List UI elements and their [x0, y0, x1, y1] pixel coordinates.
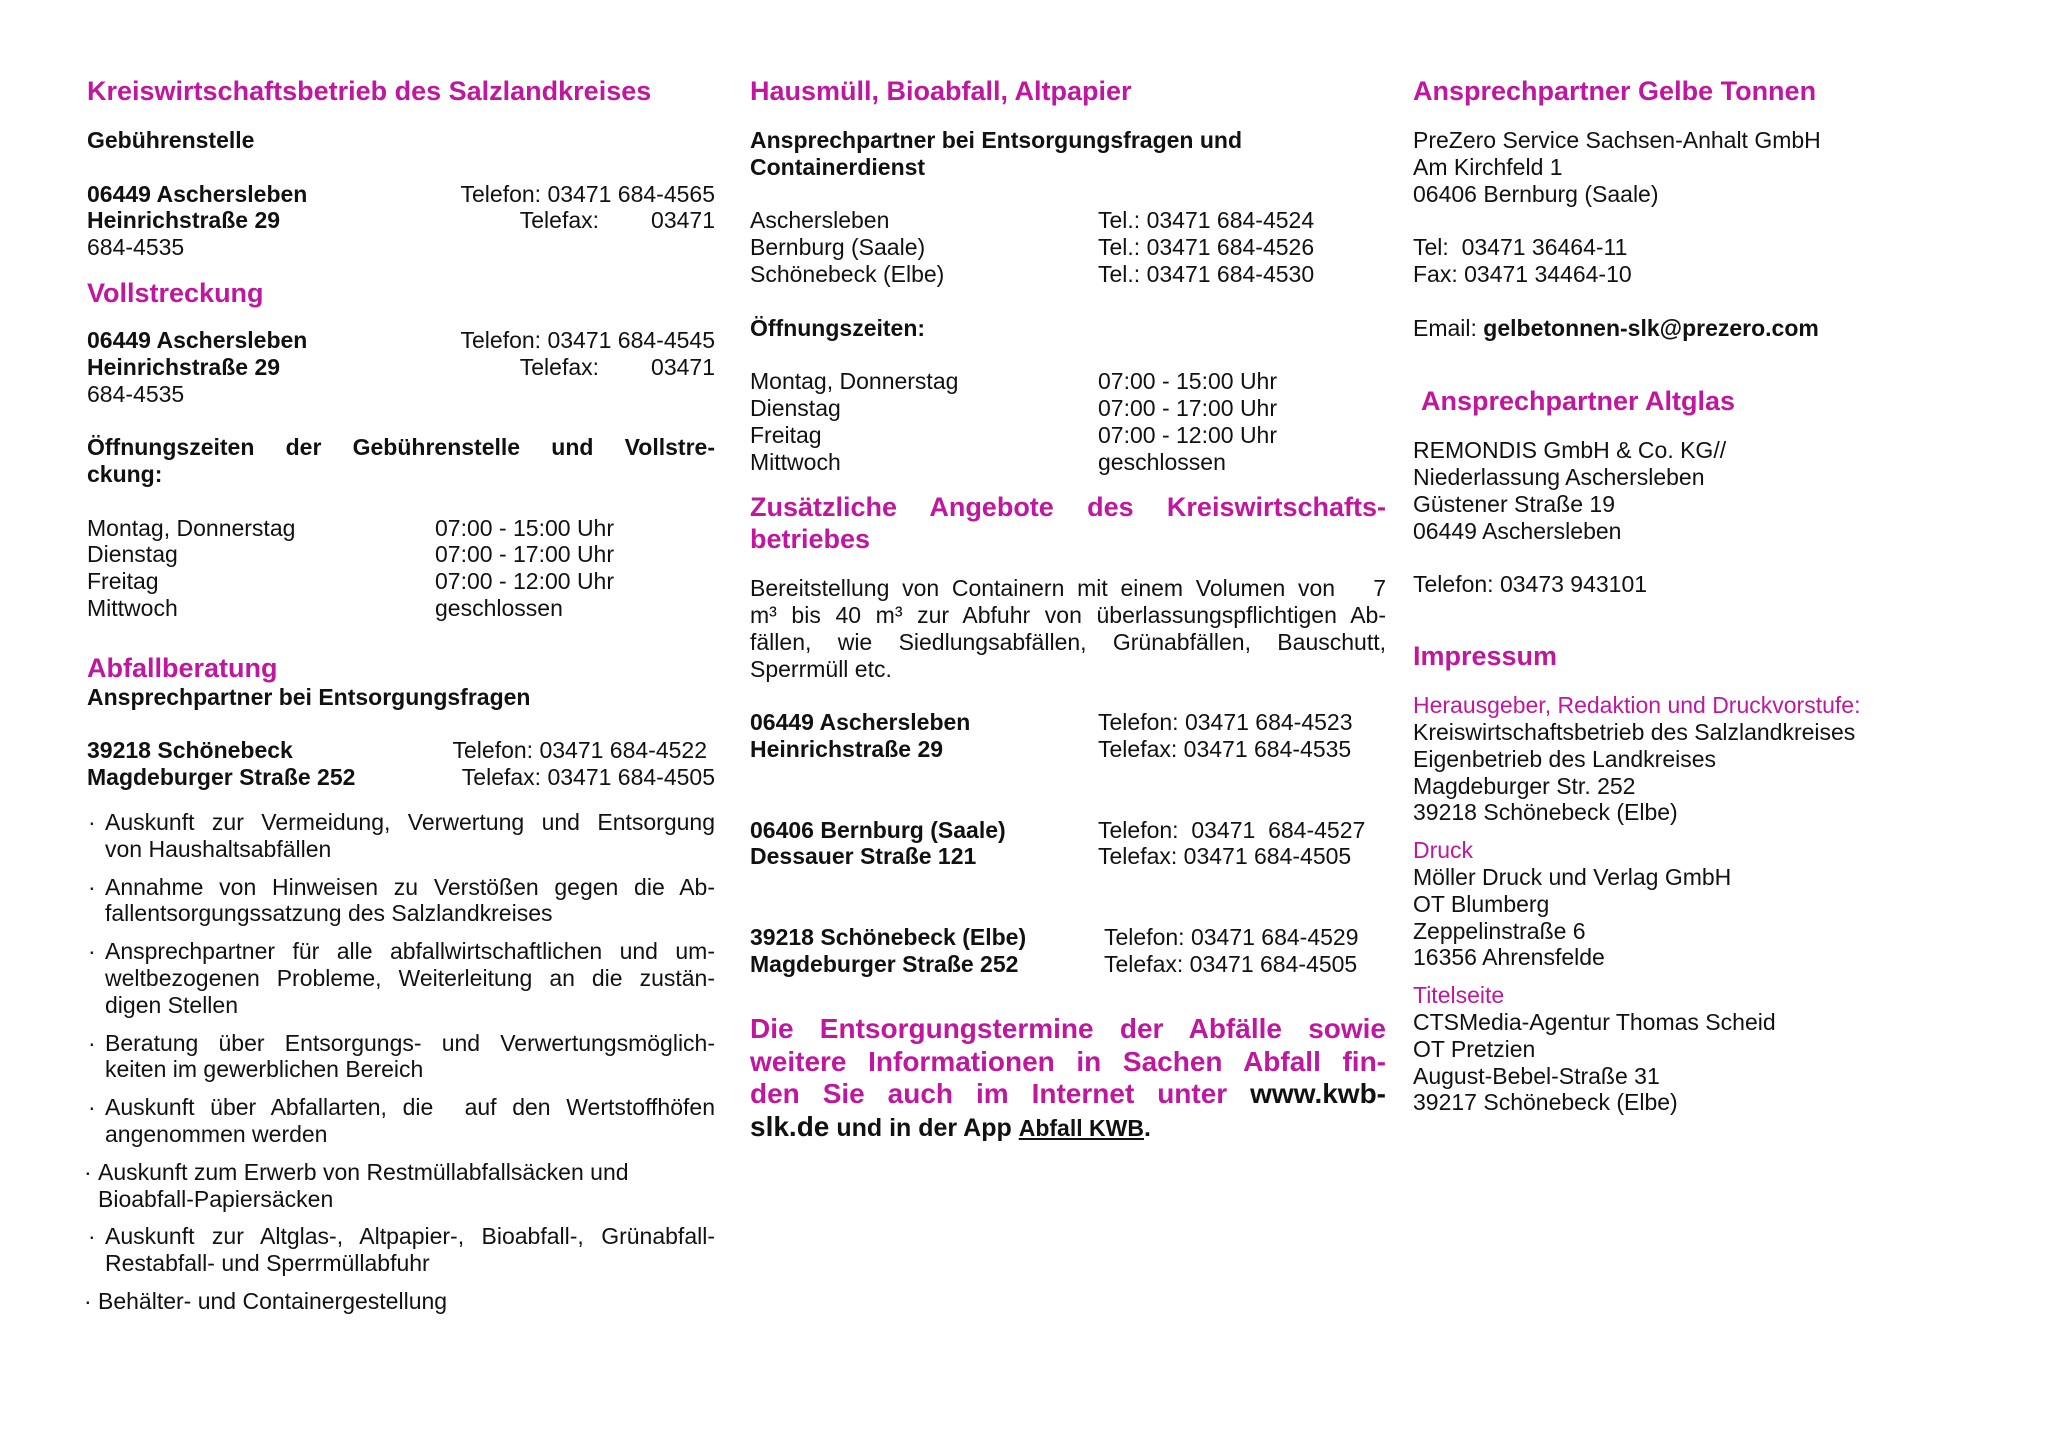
address-line [87, 181, 715, 208]
hours-row [87, 595, 715, 622]
fax-number-rest: 684-4535 [87, 380, 185, 407]
branch-item [750, 817, 1386, 871]
list-item-line: von Haushaltsabfällen [105, 835, 332, 862]
gelbe-tonnen-address [1413, 127, 1993, 207]
phone-list [750, 207, 1386, 287]
address-line: Niederlassung Aschersleben [1413, 464, 1705, 491]
address-city: 39218 Schönebeck [87, 737, 293, 764]
branch-list [750, 709, 1386, 977]
bullet-mark: · [88, 1029, 96, 1056]
list-item-line: keiten im gewerblichen Bereich [105, 1056, 424, 1083]
heading-hausmuell: Hausmüll, Bioabfall, Altpapier [750, 76, 1132, 106]
phone-number: Telefon: 03471 684-4545 [460, 326, 715, 353]
branch-street: Dessauer Straße 121 [750, 843, 977, 870]
column-right [1413, 75, 1993, 1116]
hours-row [750, 368, 1386, 395]
address-city: 06449 Aschersleben [87, 326, 308, 353]
online-info-text: . [1143, 1113, 1151, 1142]
email-label: Email: [1413, 314, 1484, 341]
address-line: 06449 Aschersleben [1413, 517, 1622, 544]
subtitle-line: Containerdienst [750, 153, 926, 180]
phone-city: Schönebeck (Elbe) [750, 260, 945, 287]
phone-number: Telefon: 03473 943101 [1413, 571, 1648, 598]
list-item-text [105, 1223, 715, 1277]
list-item [87, 1030, 715, 1084]
bullet-mark: · [88, 1223, 96, 1250]
online-info-text: den Sie auch im Internet unter [750, 1078, 1251, 1110]
impressum-subheading: Titelseite [1413, 982, 1505, 1009]
branch-city: 39218 Schönebeck (Elbe) [750, 923, 1027, 950]
column-middle [750, 75, 1386, 1144]
list-item-line: Bioabfall-Papiersäcken [98, 1185, 334, 1212]
address-line [87, 737, 707, 764]
bullet-mark: · [84, 1287, 92, 1314]
online-info-block [750, 1013, 1386, 1144]
hours-day: Mittwoch [87, 594, 178, 621]
list-item-line: Behälter- und Containergestellung [98, 1287, 448, 1314]
hours-time: geschlossen [1098, 448, 1226, 475]
list-item-line: Auskunft zur Vermeidung, Verwertung und Entsorgung [105, 808, 715, 835]
list-item-text [105, 938, 715, 1018]
address-line [87, 764, 715, 791]
branch-row [750, 709, 1386, 736]
phone-city: Aschersleben [750, 207, 890, 234]
fax-number: Fax: 03471 34464-10 [1413, 260, 1632, 287]
list-item [87, 874, 715, 928]
website-link[interactable]: www.kwb- [1250, 1078, 1386, 1110]
list-item [87, 809, 715, 863]
branch-row [750, 817, 1386, 844]
branch-street: Heinrichstraße 29 [750, 736, 944, 763]
heading-zusaetzliche-angebote [750, 491, 1386, 523]
hours-time: 07:00 - 15:00 Uhr [435, 514, 615, 541]
opening-hours-title-line: Öffnungszeiten der Gebührenstelle und Vollstre- [87, 434, 715, 461]
list-item-text [105, 1030, 715, 1084]
branch-phone: Telefon: 03471 684-4529 [1104, 923, 1359, 950]
online-info-text: und in der App [829, 1113, 1019, 1142]
list-item-line: angenommen werden [105, 1120, 328, 1147]
branch-item [750, 924, 1386, 978]
address-line: 06406 Bernburg (Saale) [1413, 180, 1659, 207]
hours-row [87, 515, 715, 542]
branch-fax: Telefax: 03471 684-4505 [1104, 950, 1358, 977]
list-item [83, 1288, 715, 1315]
impressum-line: 39217 Schönebeck (Elbe) [1413, 1089, 1678, 1116]
phone-row [750, 261, 1386, 288]
phone-number: Tel.: 03471 684-4526 [1098, 234, 1315, 261]
bullet-mark: · [88, 938, 96, 965]
hours-day: Freitag [87, 568, 159, 595]
list-item-text [105, 809, 715, 863]
impressum-publisher [1413, 719, 1993, 826]
bullet-mark: · [88, 873, 96, 900]
list-item-text [98, 1288, 715, 1315]
fax-prefix: 03471 [651, 207, 715, 234]
heading-altglas: Ansprechpartner Altglas [1421, 386, 1736, 417]
address-line: PreZero Service Sachsen-Anhalt GmbH [1413, 127, 1821, 153]
list-item-line: Beratung über Entsorgungs- und Verwertungsmöglich- [105, 1029, 715, 1056]
hours-row [750, 422, 1386, 449]
hours-time: 07:00 - 15:00 Uhr [1098, 368, 1278, 395]
address-street: Magdeburger Straße 252 [87, 764, 356, 791]
hours-day: Montag, Donnerstag [750, 368, 959, 395]
impressum-line: OT Pretzien [1413, 1035, 1536, 1062]
branch-fax: Telefax: 03471 684-4505 [1098, 843, 1352, 870]
email-link[interactable]: gelbetonnen-slk@prezero.com [1483, 314, 1819, 341]
impressum-line: 39218 Schönebeck (Elbe) [1413, 799, 1678, 826]
column-left [84, 75, 715, 1326]
branch-fax: Telefax: 03471 684-4535 [1098, 736, 1352, 763]
impressum-line: Kreiswirtschaftsbetrieb des Salzlandkreises [1413, 718, 1856, 745]
hours-row [87, 541, 715, 568]
impressum-subheading: Herausgeber, Redaktion und Druckvorstufe: [1413, 692, 1861, 719]
address-line: REMONDIS GmbH & Co. KG// [1413, 437, 1727, 464]
fax-number [520, 354, 715, 381]
heading-gelbe-tonnen: Ansprechpartner Gelbe Tonnen [1413, 76, 1817, 106]
heading-line: betriebes [750, 524, 871, 555]
impressum-line: Magdeburger Str. 252 [1413, 772, 1636, 799]
hours-day: Freitag [750, 421, 822, 448]
website-link[interactable]: slk.de [750, 1110, 830, 1142]
container-paragraph [750, 575, 1386, 682]
hours-time: 07:00 - 12:00 Uhr [435, 568, 615, 595]
list-item-line: Auskunft über Abfallarten, die auf den Wertstoffhöfen [105, 1094, 715, 1121]
address-street: Heinrichstraße 29 [87, 207, 281, 234]
online-info-line: Die Entsorgungstermine der Abfälle sowie [750, 1013, 1386, 1045]
impressum-line: Eigenbetrieb des Landkreises [1413, 745, 1717, 772]
paragraph-line: fällen, wie Siedlungsabfällen, Grünabfällen, Bauschutt, [750, 628, 1386, 655]
email-line [1413, 315, 1993, 342]
address-line: Am Kirchfeld 1 [1413, 153, 1563, 180]
fax-label: Telefax: [519, 353, 600, 380]
hours-time: geschlossen [435, 594, 563, 621]
impressum-line: OT Blumberg [1413, 890, 1550, 917]
branch-city: 06406 Bernburg (Saale) [750, 816, 1006, 843]
list-item-text [105, 874, 715, 928]
bullet-mark: · [84, 1158, 92, 1185]
subtitle-line: Ansprechpartner bei Entsorgungsfragen und [750, 127, 1242, 153]
phone-number: Telefon: 03471 684-4522 [452, 737, 707, 764]
list-item [87, 1094, 715, 1148]
heading-vollstreckung: Vollstreckung [87, 277, 264, 308]
list-item-line: digen Stellen [105, 991, 238, 1018]
opening-hours-table [87, 515, 715, 622]
impressum-subheading: Druck [1413, 837, 1474, 864]
phone-number: Telefon: 03471 684-4565 [460, 180, 715, 207]
address-line [87, 327, 715, 354]
branch-row [750, 736, 1386, 763]
bullet-mark: · [88, 808, 96, 835]
hours-day: Montag, Donnerstag [87, 514, 296, 541]
opening-hours-title: Öffnungszeiten: [750, 314, 926, 341]
opening-hours-table [750, 368, 1386, 475]
address-line [87, 207, 715, 234]
paragraph-line: m³ bis 40 m³ zur Abfuhr von überlassungspflichtigen Ab- [750, 602, 1386, 629]
heading-kreiswirtschaftsbetrieb: Kreiswirtschaftsbetrieb des Salzlandkreises [87, 76, 652, 106]
list-item [87, 938, 715, 1018]
heading-impressum: Impressum [1413, 641, 1558, 672]
hours-row [750, 449, 1386, 476]
phone-number: Tel.: 03471 684-4530 [1098, 260, 1315, 287]
list-item-text [98, 1159, 715, 1213]
branch-row [750, 924, 1386, 951]
list-item-line: fallentsorgungssatzung des Salzlandkreises [105, 900, 553, 927]
hours-time: 07:00 - 17:00 Uhr [435, 541, 615, 568]
branch-phone: Telefon: 03471 684-4527 [1098, 816, 1366, 843]
phone-number: Tel.: 03471 684-4524 [1098, 207, 1315, 234]
branch-phone: Telefon: 03471 684-4523 [1098, 709, 1353, 736]
list-item-line: Restabfall- und Sperrmüllabfuhr [105, 1250, 430, 1277]
app-link[interactable]: Abfall KWB [1018, 1114, 1144, 1141]
impressum-line: August-Bebel-Straße 31 [1413, 1062, 1660, 1089]
heading-abfallberatung: Abfallberatung [87, 652, 278, 683]
label-gebuehrenstelle: Gebührenstelle [87, 127, 255, 153]
altglas-address [1413, 437, 1993, 544]
heading-line: Zusätzliche Angebote des Kreiswirtschafts- [750, 492, 1386, 523]
impressum-line: Möller Druck und Verlag GmbH [1413, 863, 1732, 890]
impressum-line: 16356 Ahrensfelde [1413, 944, 1605, 971]
paragraph-line: Bereitstellung von Containern mit einem Volumen von 7 [750, 575, 1386, 602]
list-item [83, 1159, 715, 1213]
address-line [87, 354, 715, 381]
opening-hours-title-line: ckung: [87, 460, 163, 487]
hours-time: 07:00 - 12:00 Uhr [1098, 421, 1278, 448]
address-street: Heinrichstraße 29 [87, 353, 281, 380]
impressum-print [1413, 864, 1993, 971]
fax-number-rest: 684-4535 [87, 234, 185, 261]
fax-number: Telefax: 03471 684-4505 [461, 764, 715, 791]
hours-row [87, 568, 715, 595]
hours-row [750, 395, 1386, 422]
bullet-mark: · [88, 1094, 96, 1121]
subtitle-entsorgungsfragen: Ansprechpartner bei Entsorgungsfragen [87, 683, 531, 710]
list-item-line: weltbezogenen Probleme, Weiterleitung an die zustän- [105, 964, 715, 991]
phone-row [750, 207, 1386, 234]
impressum-cover [1413, 1009, 1993, 1116]
address-city: 06449 Aschersleben [87, 180, 308, 207]
online-info-line: weitere Informationen in Sachen Abfall fin- [750, 1045, 1386, 1077]
branch-row [750, 951, 1386, 978]
phone-number: Tel: 03471 36464-11 [1413, 234, 1628, 261]
opening-hours-title [87, 434, 715, 461]
branch-item [750, 709, 1386, 763]
list-item-line: Auskunft zur Altglas-, Altpapier-, Bioabfall-, Grünabfall- [105, 1223, 715, 1250]
list-item [87, 1223, 715, 1277]
online-info-line [750, 1078, 1386, 1111]
address-line: Güstener Straße 19 [1413, 490, 1615, 517]
fax-label: Telefax: [519, 207, 600, 234]
service-list [84, 808, 715, 1315]
list-item-line: Ansprechpartner für alle abfallwirtschaftlichen und um- [105, 938, 715, 965]
phone-city: Bernburg (Saale) [750, 234, 926, 261]
hours-day: Dienstag [87, 541, 178, 568]
branch-street: Magdeburger Straße 252 [750, 950, 1019, 977]
branch-row [750, 843, 1386, 870]
hours-day: Dienstag [750, 394, 841, 421]
branch-city: 06449 Aschersleben [750, 709, 971, 736]
list-item-line: Auskunft zum Erwerb von Restmüllabfallsäcken und [98, 1158, 629, 1185]
hours-day: Mittwoch [750, 448, 841, 475]
list-item-line: Annahme von Hinweisen zu Verstößen gegen die Ab- [105, 873, 715, 900]
list-item-text [105, 1094, 715, 1148]
fax-number [520, 207, 715, 234]
impressum-line: Zeppelinstraße 6 [1413, 917, 1586, 944]
phone-row [750, 234, 1386, 261]
fax-prefix: 03471 [651, 353, 715, 380]
paragraph-line: Sperrmüll etc. [750, 655, 892, 682]
impressum-line: CTSMedia-Agentur Thomas Scheid [1413, 1008, 1776, 1035]
hours-time: 07:00 - 17:00 Uhr [1098, 394, 1278, 421]
online-info-line [750, 1111, 1386, 1145]
